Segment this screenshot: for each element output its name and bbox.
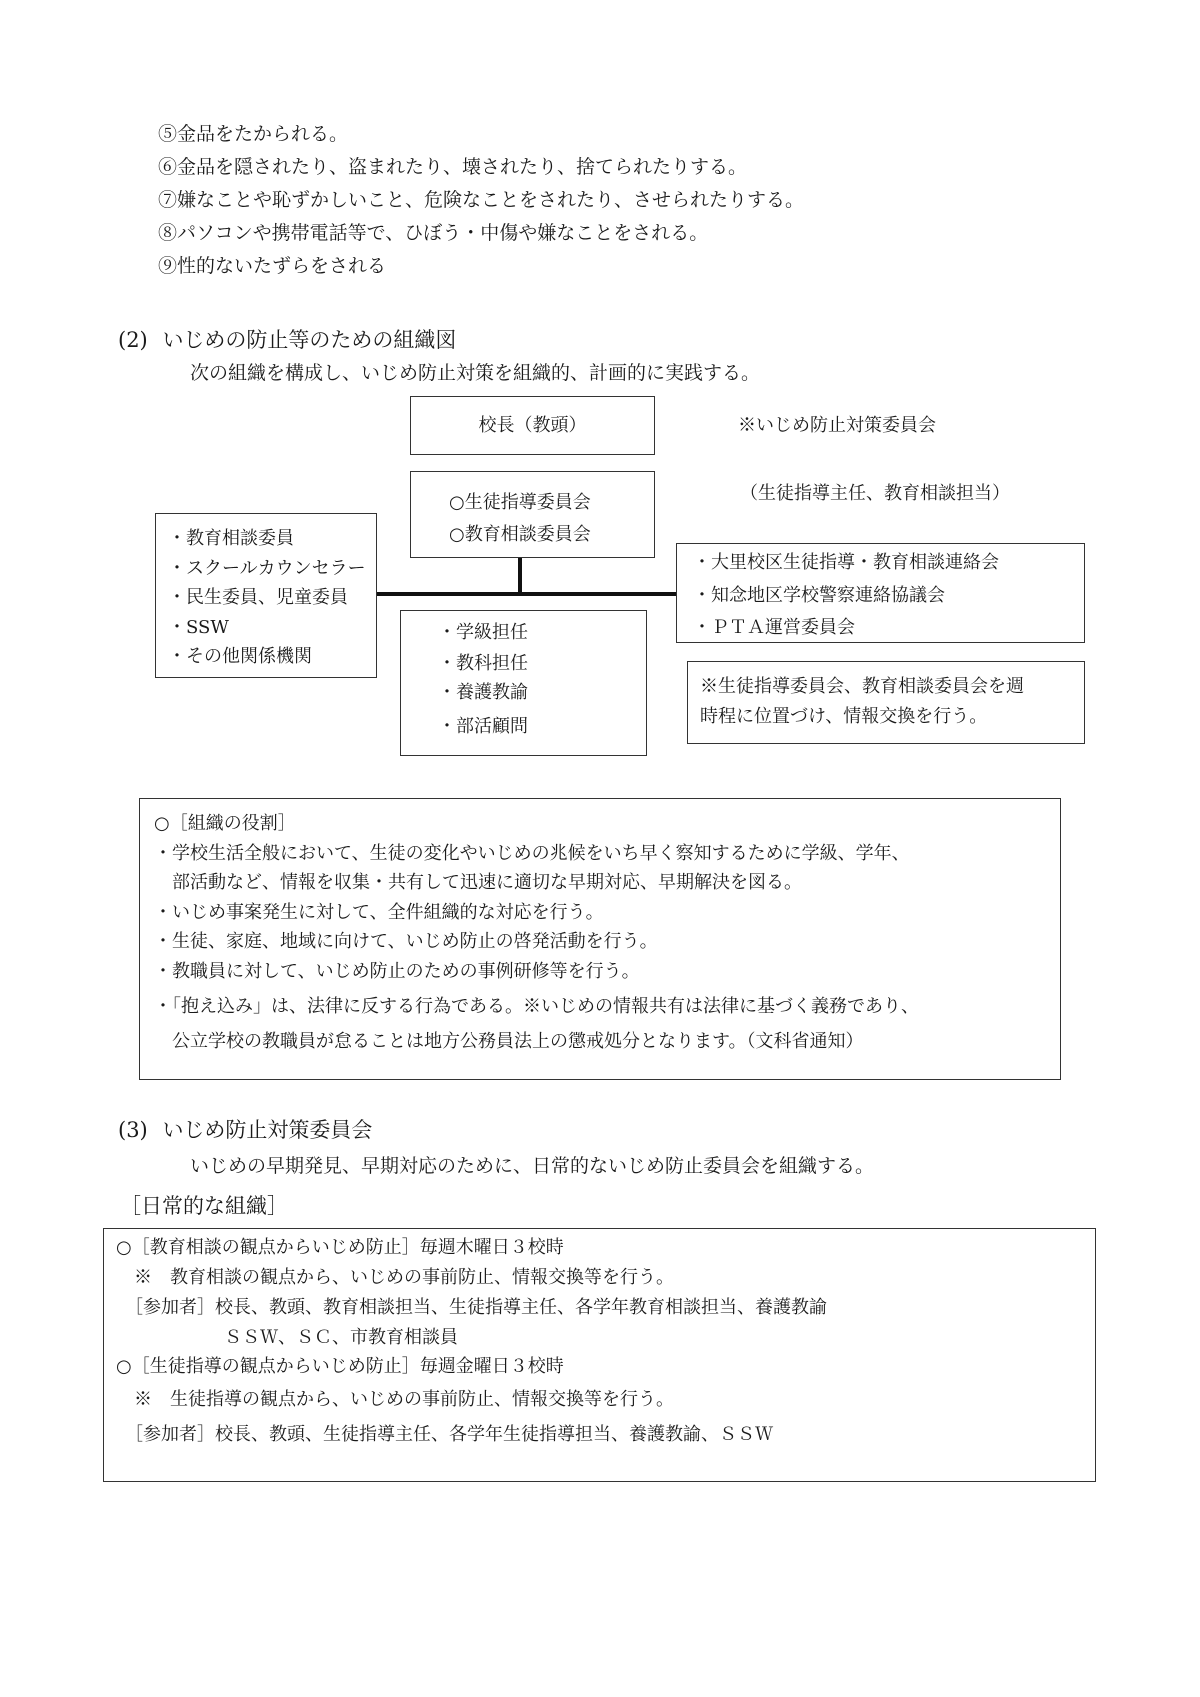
section-3-heading (118, 1117, 372, 1143)
roles-line: ・生徒、家庭、地域に向けて、いじめ防止の啓発活動を行う。 (154, 931, 658, 952)
roles-line: ・いじめ事案発生に対して、全件組織的な対応を行う。 (154, 902, 604, 923)
daily-org-line: ※ 教育相談の観点から、いじめの事前防止、情報交換等を行う。 (116, 1267, 674, 1288)
list-item: ⑧パソコンや携帯電話等で、ひぼう・中傷や嫌なことをされる。 (158, 222, 709, 244)
member-item: ・スクールカウンセラー (168, 558, 366, 579)
list-item: ⑥金品を隠されたり、盗まれたり、壊されたり、捨てられたりする。 (158, 156, 748, 178)
group-item: ・ＰＴＡ運営委員会 (693, 617, 855, 638)
roles-box (139, 798, 1061, 1080)
member-item: ・その他関係機関 (168, 646, 312, 667)
committee-item: ○生徒指導委員会 (449, 492, 591, 513)
schedule-note-line: ※生徒指導委員会、教育相談委員会を週 (700, 676, 1024, 697)
left-members-box (155, 513, 377, 678)
center-committee-box (410, 471, 655, 558)
daily-org-line: ＳＳＷ、ＳＣ、市教育相談員 (116, 1327, 458, 1348)
roles-line: ・学校生活全般において、生徒の変化やいじめの兆候をいち早く察知するために学級、学年、 (154, 843, 910, 864)
daily-org-box (103, 1228, 1096, 1482)
staff-box (400, 610, 647, 756)
roles-line: ・「抱え込み」は、法律に反する行為である。※いじめの情報共有は法律に基づく義務であり、 (154, 996, 919, 1017)
committee-members: （生徒指導主任、教育相談担当） (740, 483, 1010, 504)
staff-item: ・部活顧問 (438, 716, 528, 737)
committee-note: ※いじめ防止対策委員会 (738, 415, 936, 436)
group-item: ・大里校区生徒指導・教育相談連絡会 (693, 552, 999, 573)
member-item: ・民生委員、児童委員 (168, 587, 348, 608)
committee-item: ○教育相談委員会 (449, 524, 591, 545)
connector-vertical (518, 558, 522, 596)
section-intro: いじめの早期発見、早期対応のために、日常的ないじめ防止委員会を組織する。 (190, 1155, 875, 1177)
section-number: (3) (118, 1118, 148, 1142)
staff-item: ・学級担任 (438, 622, 528, 643)
principal-box (410, 396, 655, 455)
staff-item: ・養護教諭 (438, 682, 528, 703)
section-2-heading (118, 327, 456, 353)
member-item: ・SSW (168, 617, 229, 638)
section-title: いじめの防止等のための組織図 (162, 328, 457, 352)
roles-line: 部活動など、情報を収集・共有して迅速に適切な早期対応、早期解決を図る。 (154, 872, 802, 893)
roles-line: ・教職員に対して、いじめ防止のための事例研修等を行う。 (154, 961, 640, 982)
section-intro: 次の組織を構成し、いじめ防止対策を組織的、計画的に実践する。 (190, 362, 761, 384)
daily-org-label: ［日常的な組織］ (120, 1194, 288, 1218)
daily-org-line: ［参加者］校長、教頭、教育相談担当、生徒指導主任、各学年教育相談担当、養護教諭 (116, 1297, 827, 1318)
list-item: ⑨性的ないたずらをされる (158, 255, 387, 277)
list-item: ⑦嫌なことや恥ずかしいこと、危険なことをされたり、させられたりする。 (158, 189, 805, 211)
roles-heading: ○［組織の役割］ (154, 813, 296, 834)
roles-line: 公立学校の教職員が怠ることは地方公務員法上の懲戒処分となります。（文科省通知） (154, 1031, 864, 1052)
daily-org-line: ○［生徒指導の観点からいじめ防止］毎週金曜日３校時 (116, 1356, 564, 1377)
daily-org-line: ※ 生徒指導の観点から、いじめの事前防止、情報交換等を行う。 (116, 1389, 674, 1410)
connector-horizontal (376, 592, 676, 596)
daily-org-line: ○［教育相談の観点からいじめ防止］毎週木曜日３校時 (116, 1237, 564, 1258)
staff-item: ・教科担任 (438, 653, 528, 674)
group-item: ・知念地区学校警察連絡協議会 (693, 585, 945, 606)
section-number: (2) (118, 328, 148, 352)
daily-org-line: ［参加者］校長、教頭、生徒指導主任、各学年生徒指導担当、養護教諭、ＳＳＷ (116, 1424, 773, 1445)
section-title: いじめ防止対策委員会 (162, 1118, 373, 1142)
schedule-note-line: 時程に位置づけ、情報交換を行う。 (700, 706, 988, 727)
schedule-note-box (687, 661, 1085, 744)
principal-label: 校長（教頭） (478, 415, 587, 436)
right-groups-box (676, 543, 1085, 643)
member-item: ・教育相談委員 (168, 528, 294, 549)
list-item: ⑤金品をたかられる。 (158, 123, 349, 145)
